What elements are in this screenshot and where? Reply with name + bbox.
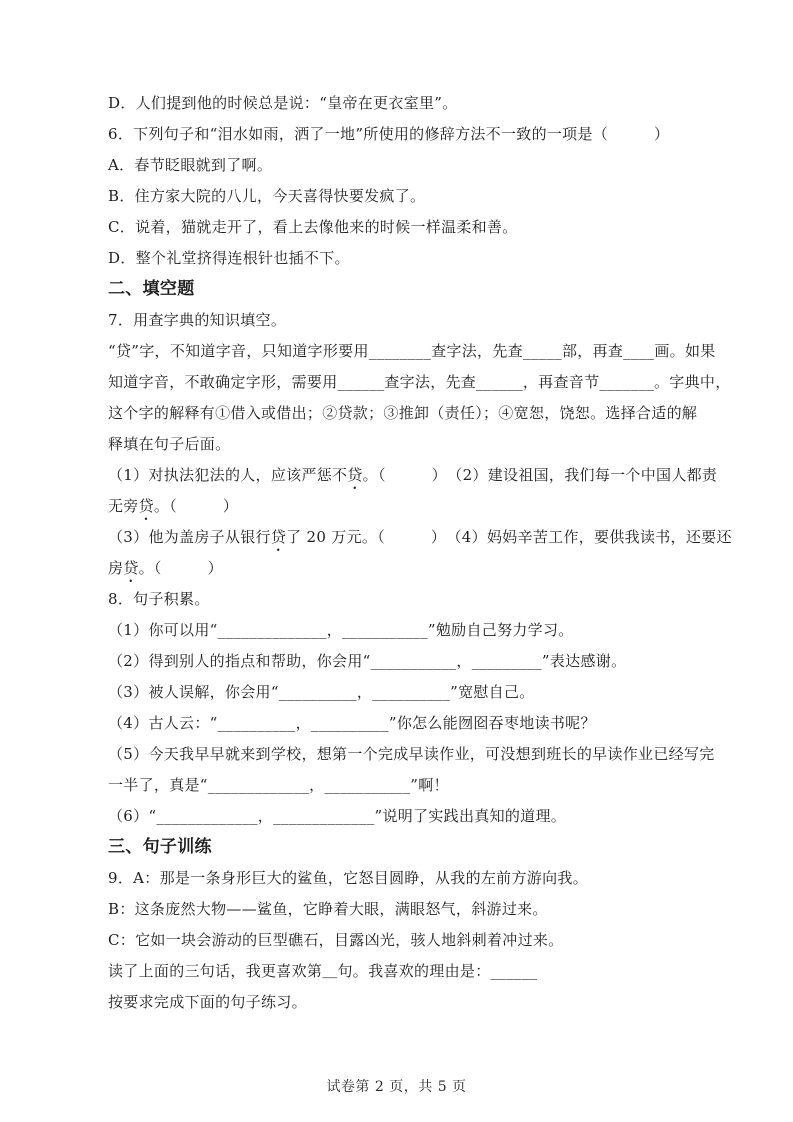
section-heading: 三、句子训练 (108, 837, 212, 857)
emphasized-character: 贷 (123, 559, 139, 577)
emphasized-character: 贷 (270, 528, 287, 546)
text-line: C．说着，猫就走开了，看上去像他来的时候一样温柔和善。 (108, 218, 518, 236)
text-line: 9．A：那是一条身形巨大的鲨鱼，它怒目圆睁，从我的左前方游向我。 (108, 869, 588, 887)
text-line: B．住方家大院的八儿，今天喜得快要发疯了。 (108, 187, 426, 205)
text-line: D．整个礼堂挤得连根针也插不下。 (108, 249, 350, 267)
page-footer: 试卷第 2 页，共 5 页 (326, 1079, 467, 1095)
text-line: 按要求完成下面的句子练习。 (108, 993, 307, 1011)
text-line: 读了上面的三句话，我更喜欢第＿句。我喜欢的理由是：______ (108, 962, 538, 980)
text-line: 一半了，真是“_____________，___________”啊！ (108, 776, 449, 794)
document-lines (108, 88, 732, 1018)
text-line: （3）被人误解，你会用“__________，__________”宽慰自己。 (108, 683, 535, 701)
text-line: 7．用查字典的知识填空。 (108, 311, 287, 329)
text-line: 6．下列句子和“泪水如雨，洒了一地”所使用的修辞方法不一致的一项是（ ） (108, 125, 670, 143)
text-line: （3）他为盖房子从银行贷了 20 万元。（ ） （4）妈妈辛苦工作，要供我读书，还要还 (108, 528, 732, 546)
text-line: 8．句子积累。 (108, 590, 210, 608)
text-line: 这个字的解释有①借入或借出；②贷款；③推卸（责任）；④宽恕，饶恕。选择合适的解 (108, 404, 698, 422)
text-line: 房贷。（ ） (108, 559, 223, 577)
text-line: 无旁贷。（ ） (108, 497, 239, 515)
text-line: 释填在句子后面。 (108, 435, 231, 453)
emphasized-character: 贷 (347, 466, 363, 484)
text-line: （5）今天我早早就来到学校，想第一个完成早读作业，可没想到班长的早读作业已经写完 (108, 745, 715, 763)
text-line: “贷”字，不知道字音，只知道字形要用________查字法，先查_____部，再查____画。如果 (108, 342, 716, 360)
text-line: （2）得到别人的指点和帮助，你会用“___________，_________”表达感谢。 (108, 652, 627, 670)
text-line: （6）“_____________，_____________”说明了实践出真知的道理。 (108, 807, 567, 825)
text-line: 知道字音，不敢确定字形，需要用______查字法，先查______，再查音节_______。字典中， (108, 373, 731, 391)
text-line: C：它如一块会游动的巨型礁石，目露凶光，骇人地斜刺着冲过来。 (108, 931, 564, 949)
section-heading: 二、填空题 (108, 279, 195, 299)
text-line: B：这条庞然大物——鲨鱼，它睁着大眼，满眼怒气，斜游过来。 (108, 900, 548, 918)
emphasized-character: 贷 (138, 497, 154, 515)
text-line: （1）你可以用“______________，___________”勉励自己努力学习。 (108, 621, 574, 639)
text-line: D．人们提到他的时候总是说：“皇帝在更衣室里”。 (108, 94, 458, 112)
text-line: （1）对执法犯法的人，应该严惩不贷。（ ） （2）建设祖国，我们每一个中国人都责 (108, 466, 718, 484)
text-line: （4）古人云：“__________，__________”你怎么能囫囵吞枣地读书呢？ (108, 714, 596, 732)
text-line: A．春节眨眼就到了啊。 (108, 156, 273, 174)
